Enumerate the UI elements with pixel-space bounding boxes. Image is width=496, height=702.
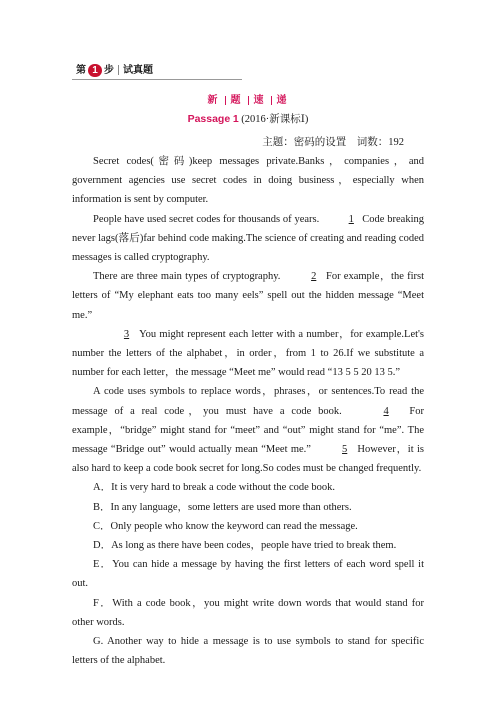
blank-number: 4 xyxy=(383,405,389,417)
option-item: D．As long as there have been codes，people have tried to break them. xyxy=(93,540,397,552)
paragraph: There are three main types of cryptography. 2 For example，the first letters of “My elephant eats too many eels” spell out the hidden message “Meet me.” xyxy=(72,267,424,325)
option-item: B．In any language，some letters are used more than others. xyxy=(93,501,352,513)
paragraph: 3 You might represent each letter with a number，for example.Let's number the letters of the alphabet，in order，from 1 to 26.If we substitute a number for each letter，the message “Meet me” would read “13 5 5 20 13 5.” xyxy=(72,325,424,383)
blank-number: 1 xyxy=(348,213,354,225)
option-item: E．You can hide a message by having the first letters of each word spell it out. xyxy=(72,559,424,590)
step-label: 试真题 xyxy=(123,65,153,76)
step-suffix: 步 xyxy=(104,65,114,76)
step-number-badge: 1 xyxy=(88,64,102,77)
header-rule xyxy=(72,79,242,80)
option-item: F．With a code book，you might write down words that would stand for other words. xyxy=(72,597,424,628)
paragraph: A code uses symbols to replace words，phrases，or sentences.To read the message of a real code，you must have a code book. 4 For example，“bridge” might stand for “meet” and “out” might stand for “me”. The message “Bridge out” would actually mean “Meet me.” 5 However，it is also hard to keep a code book secret for long.So codes must be changed frequently. xyxy=(72,386,425,475)
section-title-char: 题 xyxy=(230,95,243,106)
section-title-char: 新 xyxy=(207,95,220,106)
passage-number: 1 xyxy=(232,113,239,125)
divider xyxy=(118,65,119,75)
step-prefix: 第 xyxy=(76,65,86,76)
step-header xyxy=(72,64,242,78)
blank-number: 3 xyxy=(123,328,130,340)
paragraph: Secret codes(密码)keep messages private.Banks，companies，and government agencies use secret codes in doing business，especially when information is sent by computer. xyxy=(72,156,424,206)
passage-label: Passage xyxy=(187,113,231,125)
passage-body xyxy=(72,152,424,670)
section-title-char: 递 xyxy=(276,95,289,106)
section-title xyxy=(0,91,496,106)
section-title-char: 速 xyxy=(253,95,266,106)
blank-number: 2 xyxy=(311,271,317,283)
option-item: A．It is very hard to break a code without the code book. xyxy=(93,482,336,494)
passage-source: (2016·新课标Ⅰ) xyxy=(241,114,309,125)
option-item: G. Another way to hide a message is to use symbols to stand for specific letters of the alphabet. xyxy=(72,636,424,667)
passage-heading xyxy=(0,111,496,126)
option-item: C．Only people who know the keyword can read the message. xyxy=(93,520,358,532)
passage-meta: 主题：密码的设置 词数：192 xyxy=(262,137,404,148)
blank-number: 5 xyxy=(342,444,348,456)
paragraph: People have used secret codes for thousands of years. 1 Code breaking never lags(落后)far behind code making.The science of creating and reading coded messages is called cryptography. xyxy=(72,210,424,268)
